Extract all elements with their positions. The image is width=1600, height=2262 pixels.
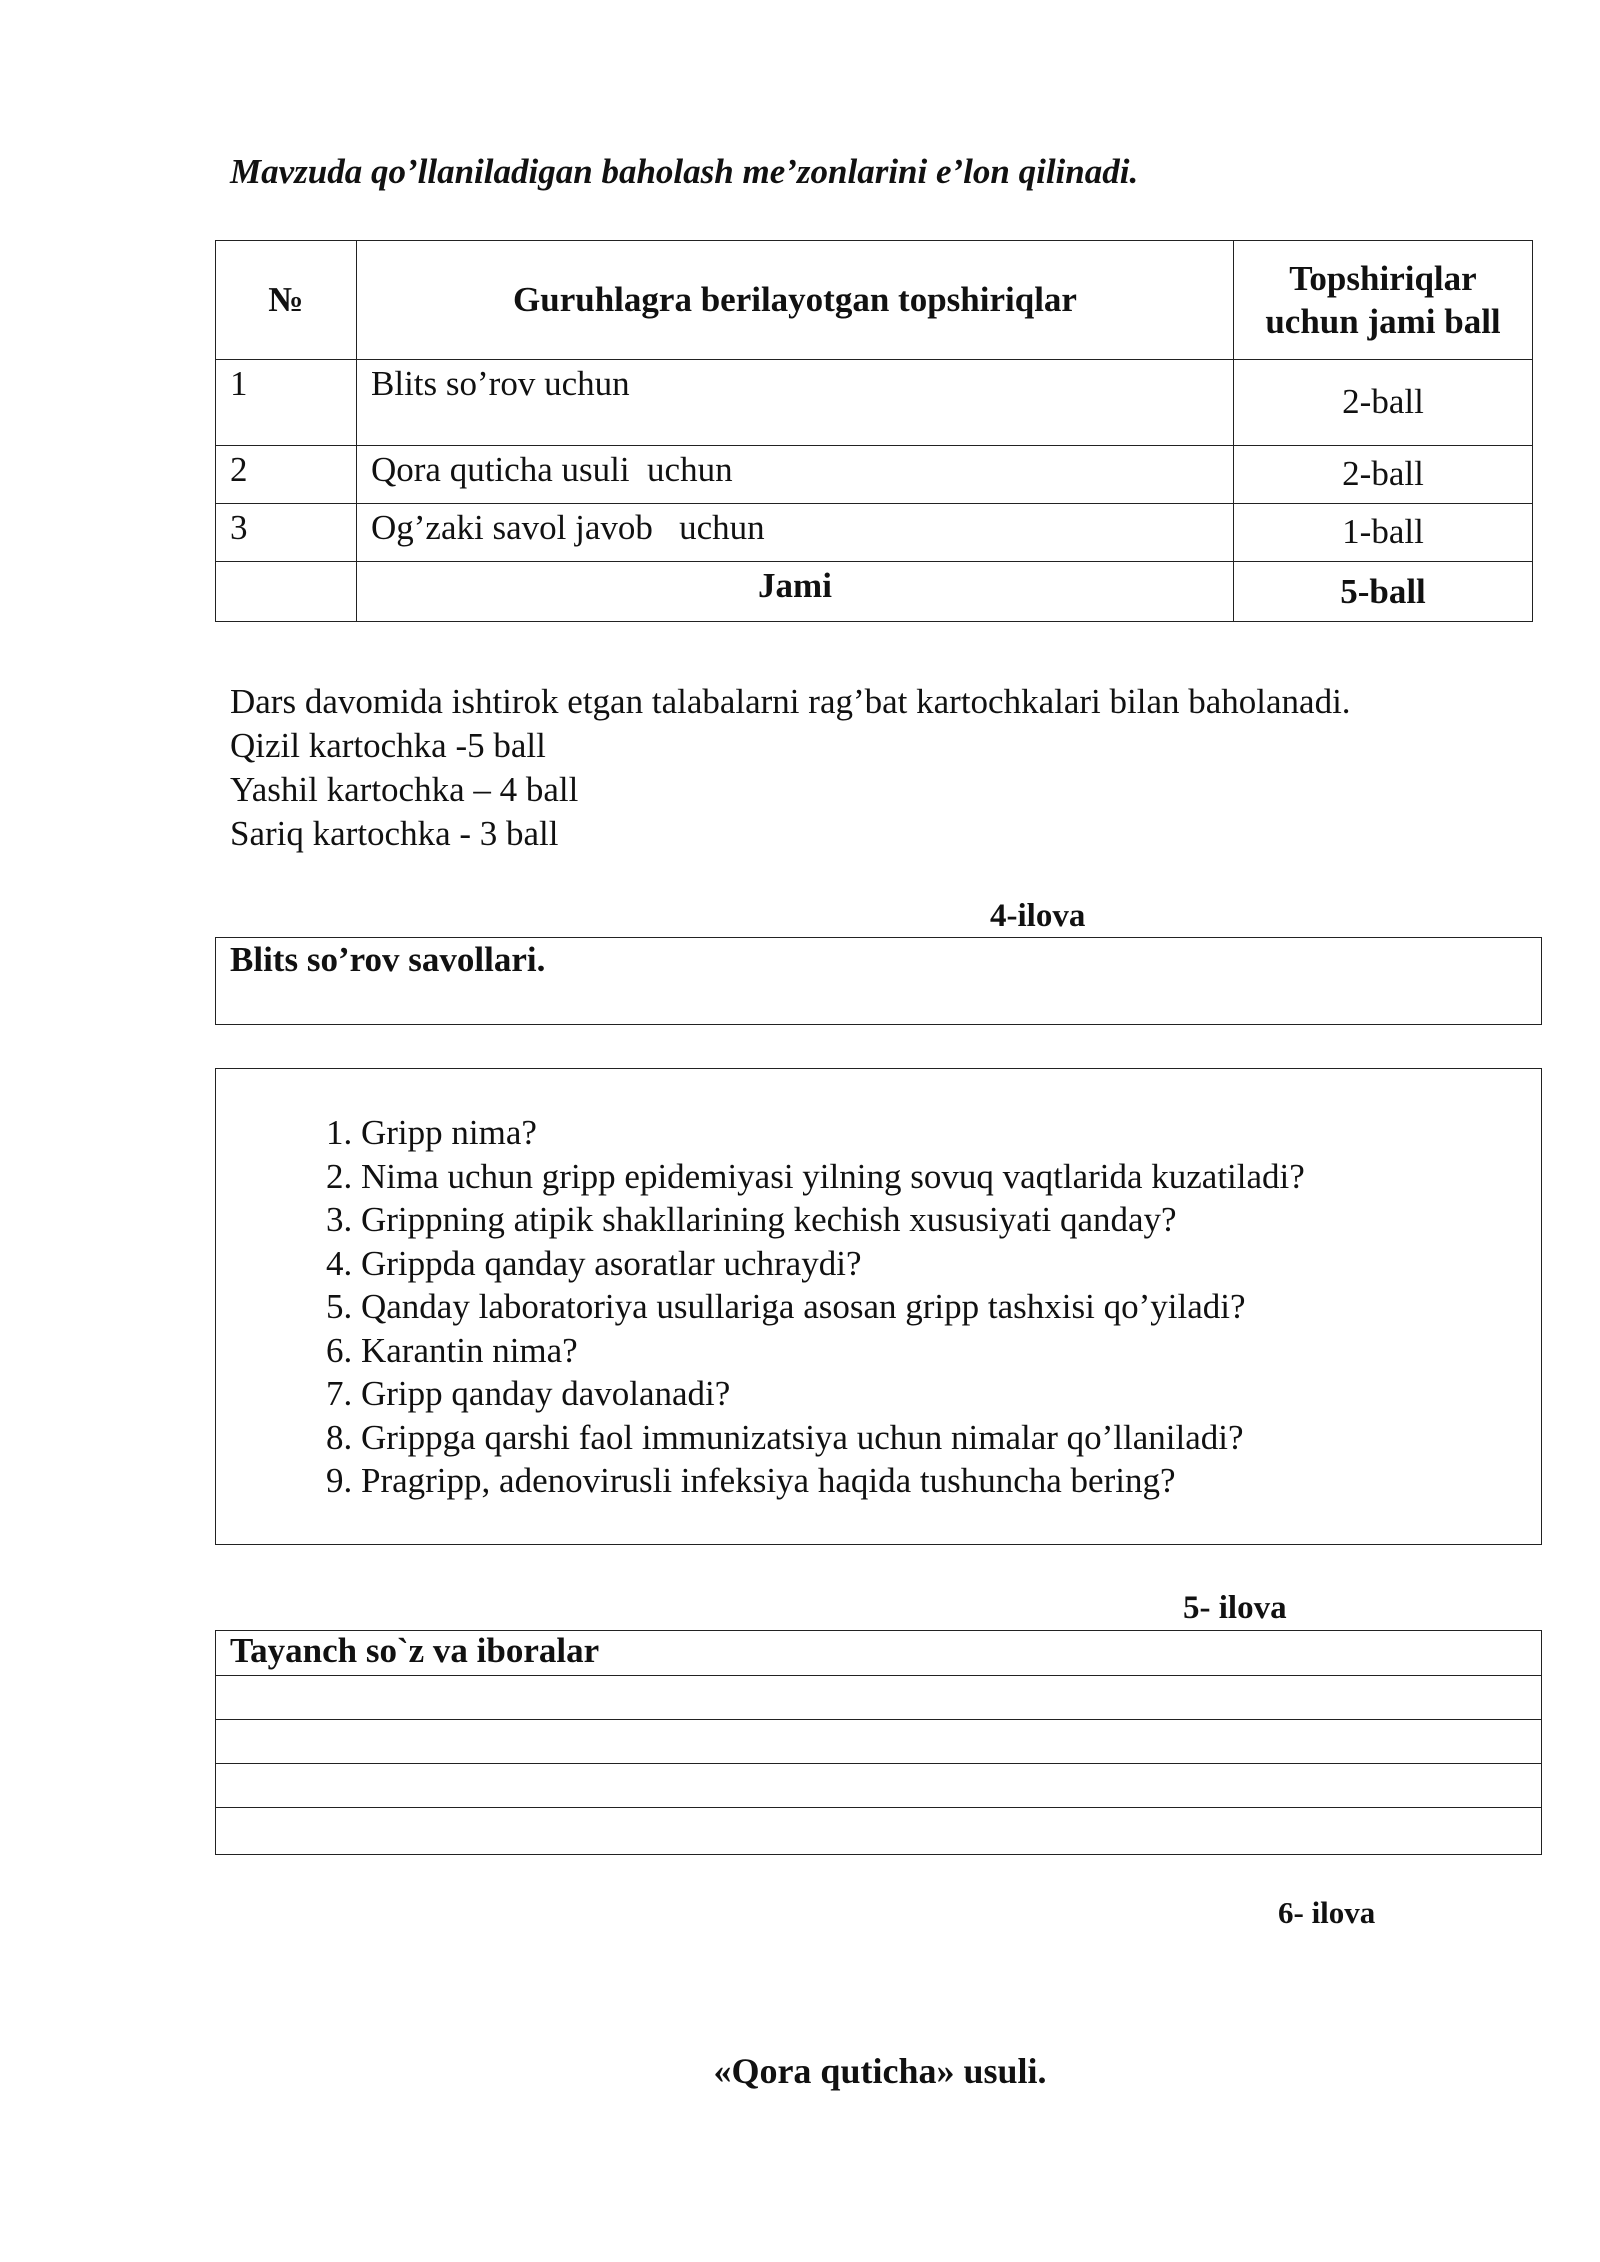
list-item: 7. Gripp qanday davolanadi? bbox=[326, 1374, 731, 1413]
questions-list bbox=[326, 1111, 1305, 1503]
blank-line bbox=[216, 1719, 1541, 1763]
list-item: 6. Karantin nima? bbox=[326, 1330, 578, 1370]
key-terms-box bbox=[215, 1630, 1542, 1855]
total-score: 5-ball bbox=[1234, 562, 1533, 622]
list-item: 8. Grippga qarshi faol immunizatsiya uchun nimalar qo’llaniladi? bbox=[326, 1417, 1244, 1457]
table-total-row bbox=[216, 562, 1533, 622]
table-row bbox=[216, 504, 1533, 562]
black-box-heading: «Qora quticha» usuli. bbox=[713, 2051, 1047, 2091]
appendix-4-label: 4-ilova bbox=[990, 898, 1086, 934]
rating-text bbox=[230, 680, 1351, 856]
rating-line: Sariq kartochka - 3 ball bbox=[230, 814, 559, 853]
row-task: Qora quticha usuli uchun bbox=[357, 446, 1234, 504]
row-score: 1-ball bbox=[1234, 504, 1533, 562]
appendix-6-label: 6- ilova bbox=[1278, 1895, 1376, 1930]
row-task: Blits so’rov uchun bbox=[357, 360, 1234, 446]
table-header-row bbox=[216, 241, 1533, 360]
key-terms-title: Tayanch so`z va iboralar bbox=[230, 1631, 600, 1670]
table-row bbox=[216, 360, 1533, 446]
row-score: 2-ball bbox=[1234, 446, 1533, 504]
row-number: 1 bbox=[216, 360, 357, 446]
appendix-4-title: Blits so’rov savollari. bbox=[230, 940, 546, 979]
col-header-score: Topshiriqlar uchun jami ball bbox=[1234, 241, 1533, 360]
rating-line: Yashil kartochka – 4 ball bbox=[230, 770, 579, 809]
rating-line: Qizil kartochka -5 ball bbox=[230, 726, 546, 765]
col-header-task: Guruhlagra berilayotgan topshiriqlar bbox=[357, 241, 1234, 360]
list-item: 1. Gripp nima? bbox=[326, 1113, 537, 1152]
table-row bbox=[216, 446, 1533, 504]
blank-line bbox=[216, 1675, 1541, 1719]
list-item: 5. Qanday laboratoriya usullariga asosan gripp tashxisi qo’yiladi? bbox=[326, 1287, 1246, 1326]
blank-line bbox=[216, 1807, 1541, 1851]
row-task: Og’zaki savol javob uchun bbox=[357, 504, 1234, 562]
key-terms-title-row bbox=[216, 1631, 1541, 1675]
row-number: 3 bbox=[216, 504, 357, 562]
questions-box bbox=[215, 1068, 1542, 1545]
col-header-number: № bbox=[216, 241, 357, 360]
total-number bbox=[216, 562, 357, 622]
intro-text: Mavzuda qo’llaniladigan baholash me’zonlarini e’lon qilinadi. bbox=[230, 152, 1139, 191]
list-item: 2. Nima uchun gripp epidemiyasi yilning sovuq vaqtlarida kuzatiladi? bbox=[326, 1156, 1305, 1196]
list-item: 9. Pragripp, adenovirusli infeksiya haqida tushuncha bering? bbox=[326, 1461, 1176, 1500]
appendix-5-label: 5- ilova bbox=[1183, 1590, 1287, 1626]
list-item: 4. Grippda qanday asoratlar uchraydi? bbox=[326, 1243, 862, 1283]
row-number: 2 bbox=[216, 446, 357, 504]
rating-line: Dars davomida ishtirok etgan talabalarni rag’bat kartochkalari bilan baholanadi. bbox=[230, 682, 1351, 721]
criteria-table bbox=[215, 240, 1533, 622]
total-label: Jami bbox=[357, 562, 1234, 622]
appendix-4-title-box bbox=[215, 937, 1542, 1025]
row-score: 2-ball bbox=[1234, 360, 1533, 446]
list-item: 3. Grippning atipik shakllarining kechish xususiyati qanday? bbox=[326, 1200, 1177, 1239]
blank-line bbox=[216, 1763, 1541, 1807]
